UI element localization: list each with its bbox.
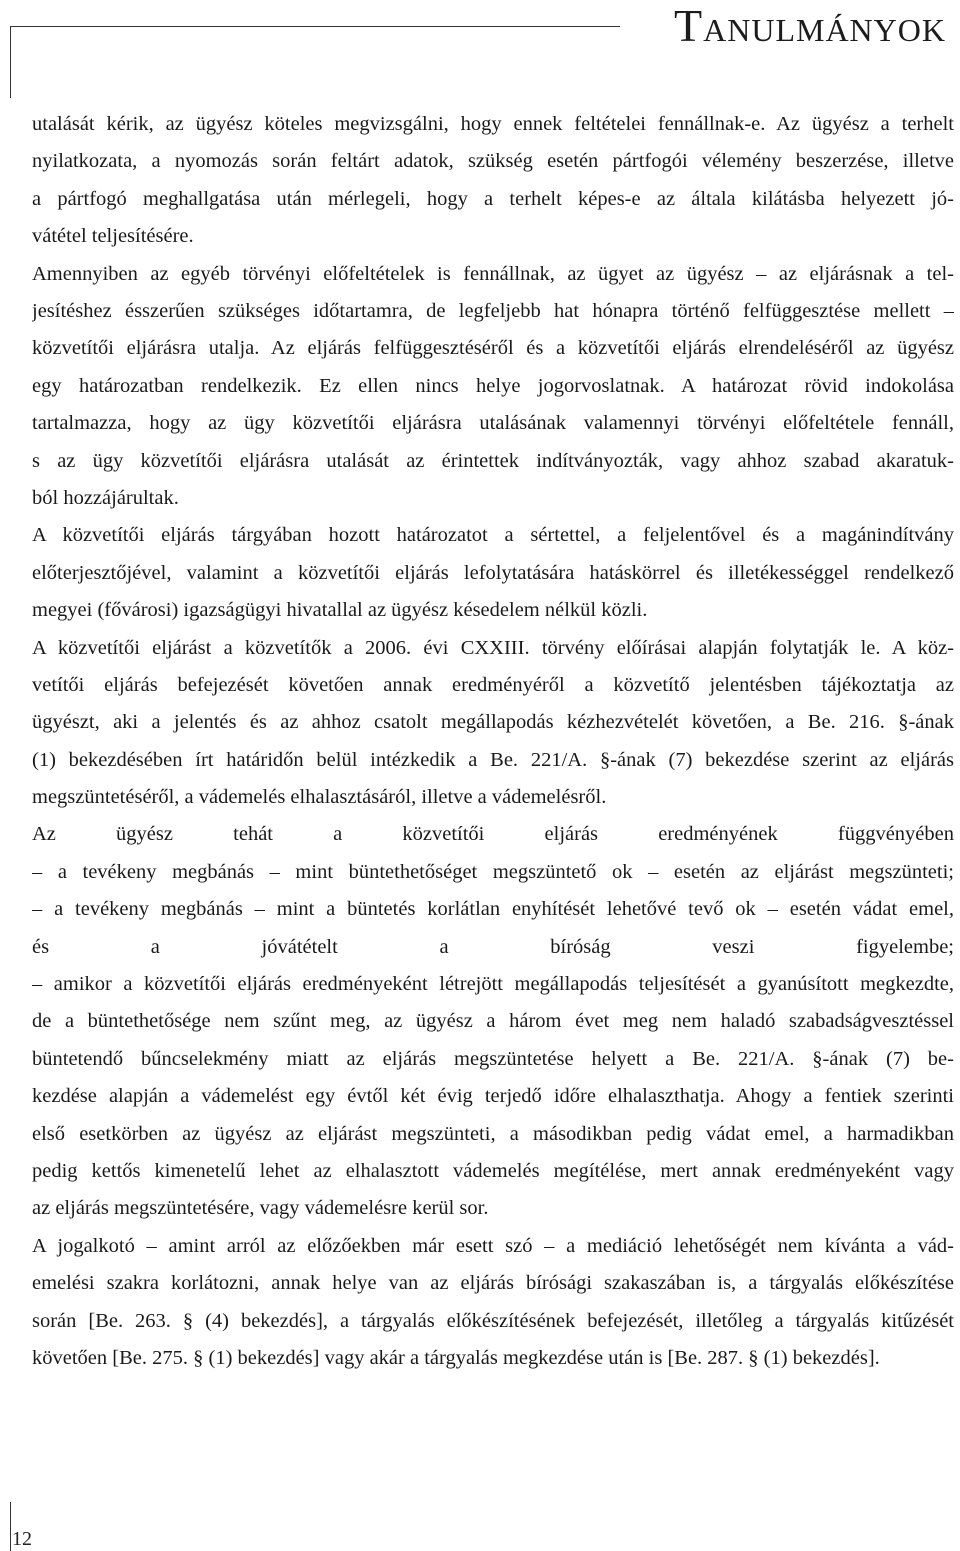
text-line: ügyészt, aki a jelentés és az ahhoz csatolt megállapodás kézhezvételét követően, a Be. 216. §-ának	[32, 711, 954, 734]
text-line: az eljárás megszüntetésére, vagy vádemelésre kerül sor.	[32, 1197, 489, 1220]
text-line: emelési szakra korlátozni, annak helye van az eljárás bírósági szakaszában is, a tárgyalás előkészítése	[32, 1272, 954, 1295]
text-line: vátétel teljesítésére.	[32, 225, 194, 248]
text-line: – a tevékeny megbánás – mint a büntetés korlátlan enyhítését lehetővé tevő ok – esetén vádat emel,	[32, 898, 954, 921]
frame-left-bottom-rule	[10, 1502, 11, 1551]
page-number: 12	[12, 1528, 32, 1550]
text-line: nyilatkozata, a nyomozás során feltárt adatok, szükség esetén pártfogói vélemény beszerzése, illetve	[32, 150, 954, 173]
text-line: A jogalkotó – amint arról az előzőekben már esett szó – a mediáció lehetőségét nem kívánta a vád-	[32, 1234, 954, 1257]
text-line: vetítői eljárás befejezését követően annak eredményéről a közvetítő jelentésben tájékoztatja az	[32, 673, 954, 696]
text-line: előterjesztőjével, valamint a közvetítői eljárás lefolytatására hatáskörrel és illetékességgel rendelkező	[32, 561, 954, 584]
text-line: megyei (fővárosi) igazságügyi hivatallal az ügyész késedelem nélkül közli.	[32, 599, 648, 622]
text-line: utalását kérik, az ügyész köteles megvizsgálni, hogy ennek feltételei fennállnak-e. Az ügyész a terhelt	[32, 113, 954, 135]
text-line: A közvetítői eljárást a közvetítők a 2006. évi CXXIII. törvény előírásai alapján folytatják le. A köz-	[32, 636, 954, 659]
text-line: kezdése alapján a vádemelést egy évtől két évig terjedő időre elhalaszthatja. Ahogy a fentiek szerinti	[32, 1085, 954, 1108]
text-line: s az ügy közvetítői eljárásra utalását az érintettek indítványozták, vagy ahhoz szabad akaratuk-	[32, 449, 954, 472]
text-line: egy határozatban rendelkezik. Ez ellen nincs helye jogorvoslatnak. A határozat rövid indokolása	[32, 374, 954, 397]
text-line: követően [Be. 275. § (1) bekezdés] vagy akár a tárgyalás megkezdése után is [Be. 287. § (1) bekezdés].	[32, 1346, 880, 1369]
text-line: Az ügyész tehát a közvetítői eljárás eredményének függvényében	[32, 823, 954, 846]
text-line: jesítéshez ésszerűen szükséges időtartamra, de legfeljebb hat hónapra történő felfüggesztése mellett –	[32, 299, 954, 322]
section-title: Tanulmányok	[674, 0, 946, 51]
text-line: A közvetítői eljárás tárgyában hozott határozatot a sértettel, a feljelentővel és a magánindítvány	[32, 524, 954, 547]
text-line: (1) bekezdésében írt határidőn belül intézkedik a Be. 221/A. §-ának (7) bekezdése szerint az eljárás	[32, 748, 954, 771]
text-line: során [Be. 263. § (4) bekezdés], a tárgyalás előkészítésének befejezését, illetőleg a tárgyalás kitűzését	[32, 1309, 954, 1332]
text-line: közvetítői eljárásra utalja. Az eljárás felfüggesztéséről és a közvetítői eljárás elrendeléséről az ügyész	[32, 337, 954, 360]
text-line: tartalmazza, hogy az ügy közvetítői eljárásra utalásának valamennyi törvényi előfeltétele fennáll,	[32, 412, 954, 435]
paragraph	[32, 106, 954, 256]
text-line: pedig kettős kimenetelű lehet az elhalasztott vádemelés megítélése, mert annak eredményeként vagy	[32, 1160, 954, 1182]
text-line: a pártfogó meghallgatása után mérlegeli, hogy a terhelt képes-e az általa kilátásba helyezett jó-	[32, 187, 954, 210]
paragraph	[32, 256, 954, 518]
frame-top-rule	[10, 26, 620, 27]
text-line: ból hozzájárultak.	[32, 486, 179, 509]
paragraph	[32, 816, 954, 1227]
text-line: – amikor a közvetítői eljárás eredményeként létrejött megállapodás teljesítését a gyanúsított megkezdte,	[32, 973, 954, 996]
article-body	[32, 106, 954, 1377]
text-line: megszüntetéséről, a vádemelés elhalasztásáról, illetve a vádemelésről.	[32, 786, 607, 809]
text-line: büntetendő bűncselekmény miatt az eljárás megszüntetése helyett a Be. 221/A. §-ának (7) be-	[32, 1047, 954, 1070]
text-line: és a jóvátételt a bíróság veszi figyelembe;	[32, 935, 954, 958]
paragraph	[32, 630, 954, 817]
text-line: de a büntethetősége nem szűnt meg, az ügyész a három évet meg nem haladó szabadságvesztéssel	[32, 1010, 954, 1033]
text-line: – a tevékeny megbánás – mint büntethetőséget megszüntető ok – esetén az eljárást megszünteti;	[32, 860, 954, 883]
running-header	[674, 0, 946, 52]
text-line: első esetkörben az ügyész az eljárást megszünteti, a másodikban pedig vádat emel, a harmadikban	[32, 1122, 954, 1145]
paragraph	[32, 517, 954, 629]
frame-left-rule	[10, 26, 11, 98]
paragraph	[32, 1228, 954, 1378]
text-line: Amennyiben az egyéb törvényi előfeltételek is fennállnak, az ügyet az ügyész – az eljárásnak a tel-	[32, 262, 954, 285]
